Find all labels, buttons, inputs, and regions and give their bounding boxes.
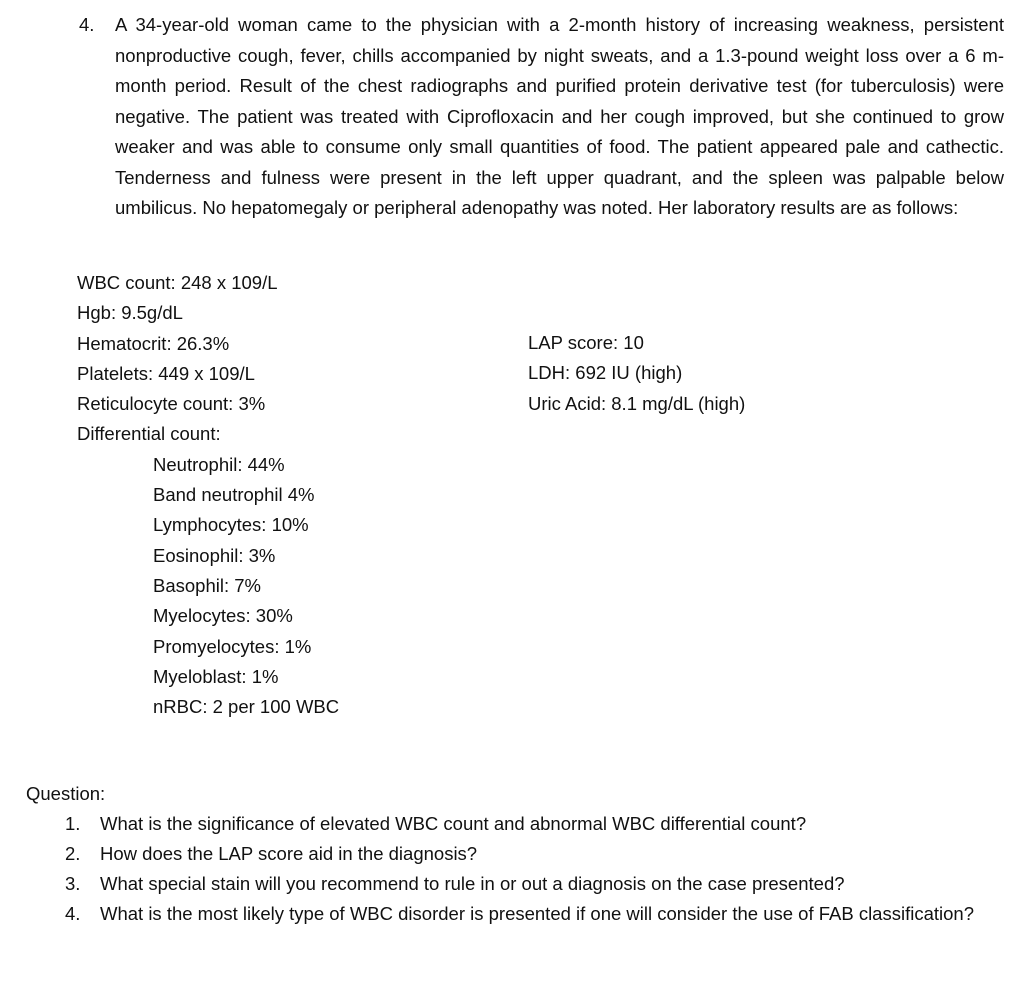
lab-lap-score: LAP score: 10 [528,332,644,353]
differential-list [153,450,497,723]
case-presentation [79,10,1004,224]
differential-item: Basophil: 7% [153,574,261,596]
differential-title: Differential count: [77,423,221,445]
question-item [26,899,1006,929]
lab-results-right [528,328,928,419]
case-number: 4. [79,14,95,35]
question-text: What is the most likely type of WBC disorder is presented if one will consider the use of FAB classification? [100,903,974,924]
lab-results-left [77,268,497,722]
question-item [26,869,1006,899]
lab-platelets: Platelets: 449 x 109/L [77,362,255,384]
differential-item: Promyelocytes: 1% [153,635,312,657]
lab-wbc: WBC count: 248 x 109/L [77,272,278,293]
differential-item: Lymphocytes: 10% [153,514,309,536]
differential-item: Band neutrophil 4% [153,484,315,506]
question-number: 1. [65,813,81,834]
lab-reticulocyte: Reticulocyte count: 3% [77,393,266,415]
question-title: Question: [26,783,106,804]
case-text: A 34-year-old woman came to the physician with a 2-month history of increasing weakness, persistent nonproductive cough, fever, chills accompanied by night sweats, and a 1.3-pound weight loss over a 6 m-month period. Result of the chest radiographs and purified protein derivative test (for tuberculosis) were negative. The patient was treated with Ciprofloxacin and her cough improved, but she continued to grow weaker and was able to consume only small quantities of food. The patient appeared pale and cathectic. Tenderness and fulness were present in the left upper quadrant, and the spleen was palpable below umbilicus. No hepatomegaly or peripheral adenopathy was noted. Her laboratory results are as follows: [115,14,1004,218]
question-section [26,779,1006,929]
differential-item: nRBC: 2 per 100 WBC [153,696,340,718]
differential-item: Myeloblast: 1% [153,665,279,687]
question-text: What special stain will you recommend to rule in or out a diagnosis on the case presented? [100,873,845,894]
question-item [26,839,1006,869]
lab-hgb: Hgb: 9.5g/dL [77,302,183,324]
differential-item: Neutrophil: 44% [153,453,285,475]
differential-item: Eosinophil: 3% [153,544,276,566]
question-text: How does the LAP score aid in the diagnosis? [100,843,478,864]
question-list [26,809,1006,929]
lab-uric-acid: Uric Acid: 8.1 mg/dL (high) [528,392,746,414]
question-number: 3. [65,873,81,894]
question-text: What is the significance of elevated WBC count and abnormal WBC differential count? [100,813,807,834]
lab-hematocrit: Hematocrit: 26.3% [77,332,230,354]
lab-ldh: LDH: 692 IU (high) [528,362,683,384]
differential-item: Myelocytes: 30% [153,605,293,627]
question-number: 2. [65,843,81,864]
question-number: 4. [65,903,81,924]
question-item [26,809,1006,839]
